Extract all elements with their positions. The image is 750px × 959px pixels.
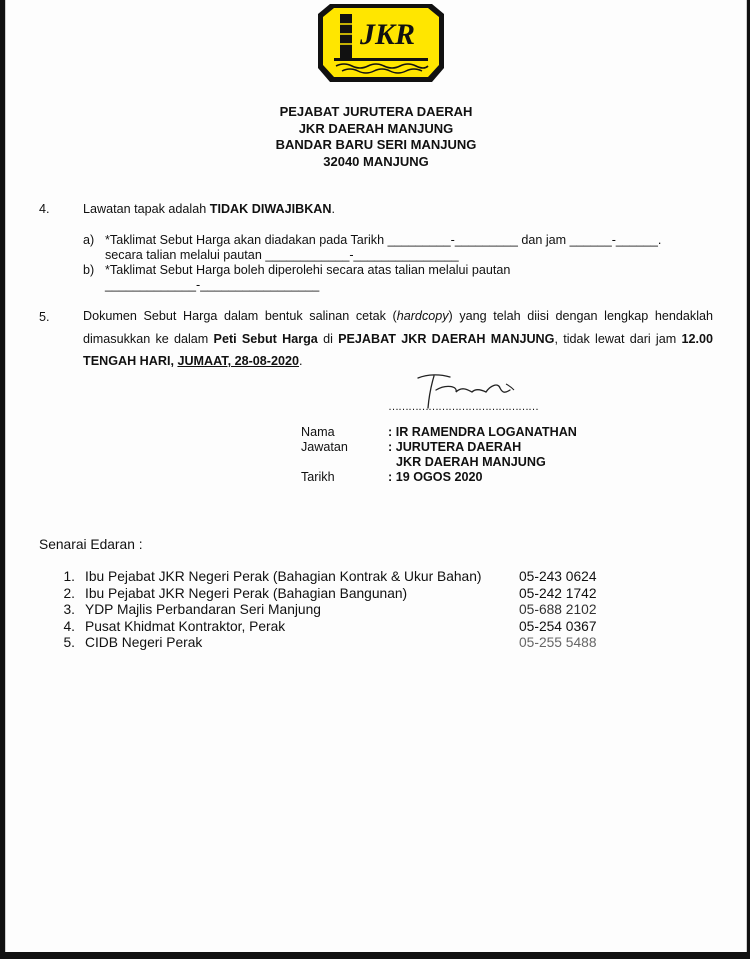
- list-item-name: CIDB Negeri Perak: [85, 635, 203, 650]
- item-5-paragraph: [83, 305, 713, 373]
- list-item-number: 3.: [63, 602, 75, 617]
- list-item-phone: 05-688 2102: [519, 602, 597, 617]
- item-5-text-4: , tidak lewat dari jam: [554, 331, 682, 346]
- item-5-text-3: di: [317, 331, 339, 346]
- distribution-title: Senarai Edaran :: [39, 537, 143, 552]
- item-5-deadline: JUMAAT, 28-08-2020: [177, 354, 300, 368]
- item-4-bold: TIDAK DIWAJIBKAN: [209, 202, 332, 216]
- list-item-number: 5.: [63, 635, 75, 650]
- list-item: [59, 586, 619, 603]
- item-5-bold-3: 12.00 TENGAH HARI,: [83, 331, 713, 368]
- jkr-logo-icon: [316, 2, 446, 84]
- list-item-phone: 05-255 5488: [519, 635, 597, 650]
- logo-text: JKR: [360, 18, 416, 51]
- item-4-prefix: Lawatan tapak adalah: [83, 202, 210, 216]
- item-4b-line-2: _____________-_________________: [105, 278, 320, 292]
- item-5-number: 5.: [39, 310, 50, 324]
- list-item-name: Pusat Khidmat Kontraktor, Perak: [85, 618, 286, 634]
- list-item: [59, 635, 619, 652]
- tarikh-value: : 19 OGOS 2020: [388, 470, 483, 484]
- item-4a-label: a): [83, 233, 95, 247]
- jawatan-value-1: : JURUTERA DAERAH: [388, 440, 522, 454]
- header-line-4: 32040 MANJUNG: [323, 153, 429, 169]
- tarikh-label: Tarikh: [301, 470, 335, 484]
- header-line-3: BANDAR BARU SERI MANJUNG: [275, 137, 477, 152]
- list-item: [59, 602, 619, 619]
- jawatan-label: Jawatan: [301, 440, 348, 454]
- list-item-number: 2.: [63, 585, 75, 601]
- nama-value: : IR RAMENDRA LOGANATHAN: [388, 425, 577, 439]
- document-page: [5, 0, 747, 952]
- header-line-2: JKR DAERAH MANJUNG: [298, 120, 454, 136]
- item-4b-label: b): [83, 263, 95, 277]
- item-4a-line-1: *Taklimat Sebut Harga akan diadakan pada Tarikh _________-_________ dan jam ______-______.: [105, 233, 662, 247]
- item-4b-line-1: *Taklimat Sebut Harga boleh diperolehi secara atas talian melalui pautan: [105, 263, 511, 277]
- nama-label: Nama: [301, 425, 335, 439]
- office-header: [6, 104, 746, 170]
- signature-dots: ………………………………………: [388, 401, 538, 413]
- item-5-text-1: Dokumen Sebut Harga dalam bentuk salinan cetak (: [83, 309, 397, 323]
- jawatan-value-2: JKR DAERAH MANJUNG: [396, 455, 546, 469]
- list-item-name: YDP Majlis Perbandaran Seri Manjung: [85, 602, 321, 617]
- item-5-bold-1: Peti Sebut Harga: [213, 331, 318, 346]
- item-4-number: 4.: [39, 202, 50, 216]
- item-5-text-2: ) yang telah diisi dengan lengkap hendaklah dimasukkan ke dalam: [83, 309, 714, 346]
- item-5-text-5: .: [299, 354, 303, 368]
- item-5-italic: hardcopy: [396, 309, 449, 323]
- list-item: [59, 619, 619, 636]
- header-line-1: PEJABAT JURUTERA DAERAH: [279, 104, 473, 119]
- list-item-phone: 05-254 0367: [519, 618, 597, 634]
- item-4-text: [83, 202, 335, 217]
- item-4-suffix: .: [331, 202, 335, 216]
- list-item-number: 1.: [63, 569, 75, 584]
- list-item: [59, 569, 619, 586]
- list-item-phone: 05-242 1742: [519, 585, 597, 601]
- distribution-list: [59, 569, 619, 654]
- list-item-phone: 05-243 0624: [519, 569, 597, 584]
- list-item-name: Ibu Pejabat JKR Negeri Perak (Bahagian Kontrak & Ukur Bahan): [85, 569, 482, 584]
- list-item-number: 4.: [63, 618, 75, 634]
- item-4a-line-2: secara talian melalui pautan ____________-_______________: [105, 248, 459, 262]
- item-5-bold-2: PEJABAT JKR DAERAH MANJUNG: [338, 331, 555, 346]
- list-item-name: Ibu Pejabat JKR Negeri Perak (Bahagian Bangunan): [85, 585, 408, 601]
